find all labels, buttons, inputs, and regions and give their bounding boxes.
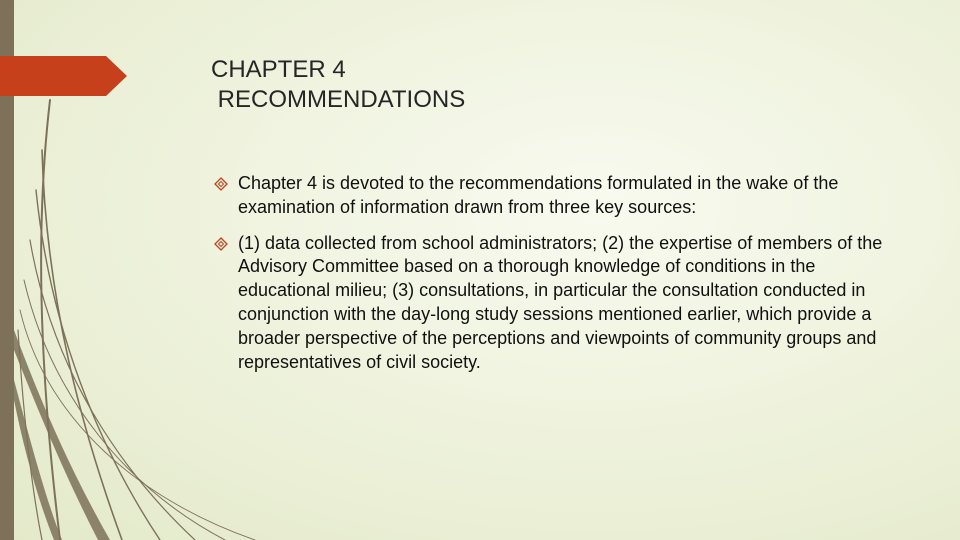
title-accent-tab <box>0 56 127 96</box>
diamond-bullet-icon <box>214 237 228 251</box>
bullet-text-1: Chapter 4 is devoted to the recommendations formulated in the wake of the examination of information drawn from three key sources: <box>238 173 839 217</box>
bullet-list <box>214 172 904 386</box>
title-line-1: CHAPTER 4 <box>211 56 346 83</box>
bullet-item-2 <box>214 232 904 375</box>
bullet-item-1 <box>214 172 904 220</box>
title-line-2: RECOMMENDATIONS <box>211 86 466 113</box>
bullet-text-2: (1) data collected from school administrators; (2) the expertise of members of the Advisory Committee based on a thorough knowledge of conditions in the educational milieu; (3) consultations, in particular the consultation conducted in conjunction with the day-long study sessions mentioned earlier, which provide a broader perspective of the perceptions and viewpoints of community groups and representatives of civil society. <box>238 232 883 372</box>
diamond-bullet-icon <box>214 177 228 191</box>
slide-title <box>211 55 811 115</box>
